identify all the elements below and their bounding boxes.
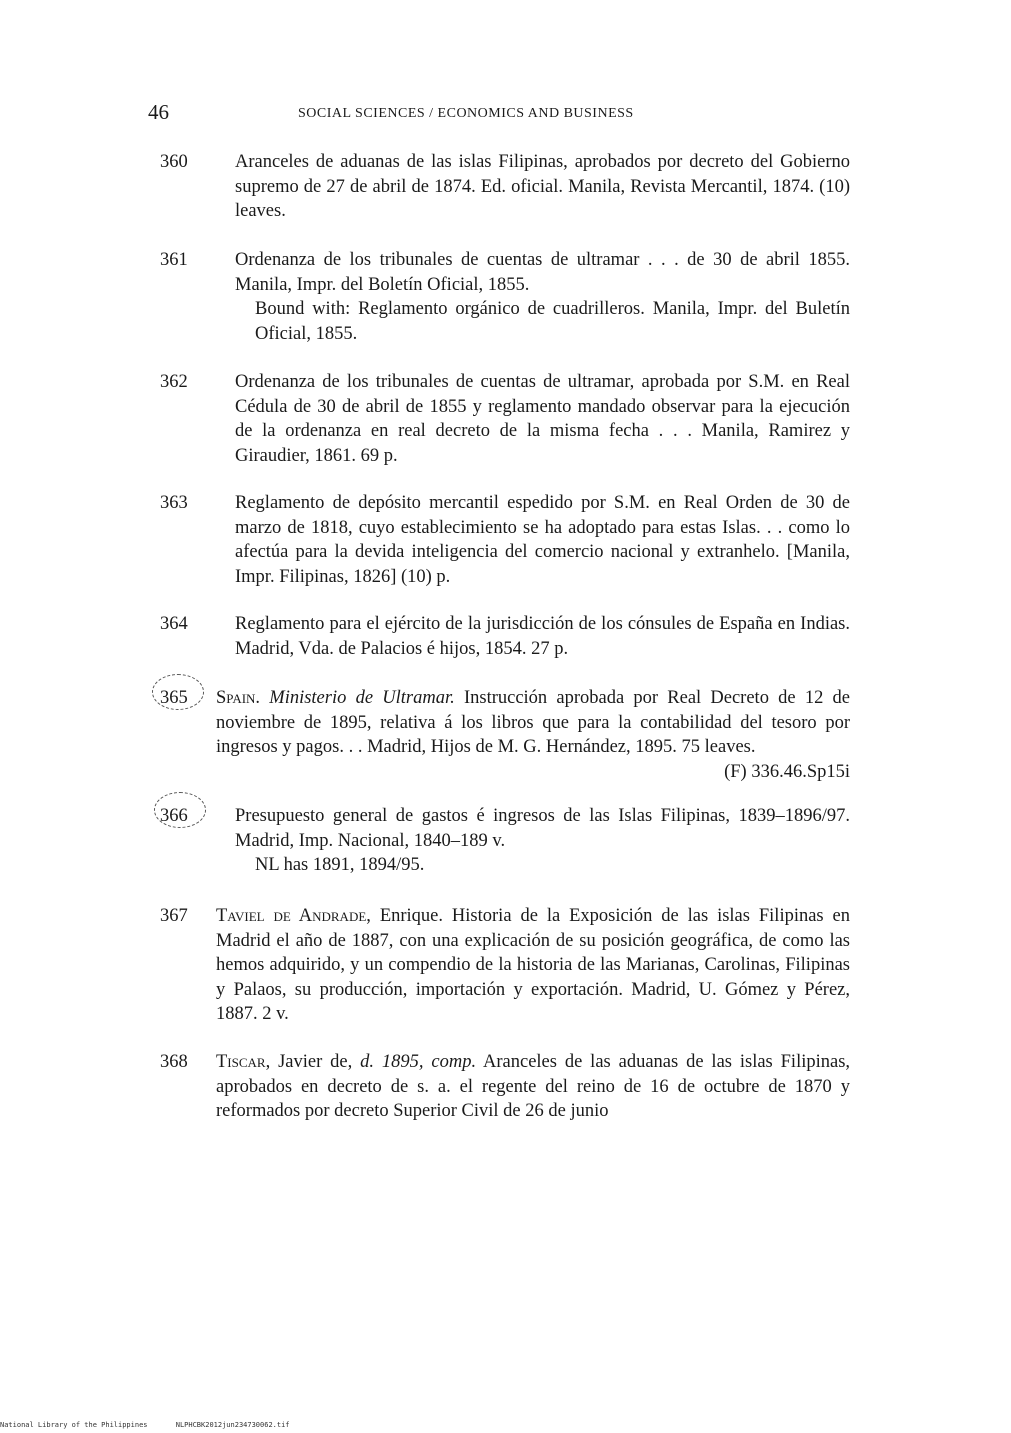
entry-363 <box>160 491 850 589</box>
entry-note: Bound with: Reglamento orgánico de cuadrilleros. Manila, Impr. del Buletín Oficial, 1855. <box>255 299 850 344</box>
entry-subject: Ministerio de Ultramar. <box>269 688 455 708</box>
entry-number: 362 <box>160 372 188 392</box>
entry-number: 364 <box>160 614 188 634</box>
footer-library: National Library of the Philippines <box>0 1421 148 1429</box>
entry-text: Ordenanza de los tribunales de cuentas de ultramar, aprobada por S.M. en Real Cédula de 30 de abril de 1855 y reglamento mandado observar para la ejecución de la ordenanza en real decreto de la misma fecha . . . Manila, Ramirez y Giraudier, 1861. 69 p. <box>235 372 850 466</box>
entry-number: 363 <box>160 493 188 513</box>
entry-author: Tiscar, <box>216 1052 271 1072</box>
entry-368 <box>160 1050 850 1124</box>
entry-text: Aranceles de las aduanas de las islas Filipinas, aprobados en decreto de s. a. el regente del reino de 16 de octubre de 1870 y reformados por decreto Superior Civil de 26 de junio <box>216 1052 851 1121</box>
footer-filename: NLPHCBK2012jun234730062.tif <box>175 1421 290 1429</box>
entry-366 <box>160 804 850 878</box>
entry-number: 368 <box>160 1052 188 1072</box>
entry-dates: d. 1895, comp. <box>360 1052 477 1072</box>
scan-footer <box>0 1421 290 1429</box>
entry-number: 365 <box>160 688 188 708</box>
entry-364 <box>160 612 850 661</box>
entry-author-forename: Javier de, <box>278 1052 353 1072</box>
entry-number: 361 <box>160 250 188 270</box>
call-number: (F) 336.46.Sp15i <box>724 761 850 782</box>
entry-number: 360 <box>160 152 188 172</box>
entry-text: Instrucción aprobada por Real Decreto de 12 de noviembre de 1895, relativa á los libros que para la contabilidad del tesoro por ingresos y pagos. . . Madrid, Hijos de M. G. Hernández, 1895. 75 leaves. <box>216 688 851 757</box>
entry-text: Enrique. Historia de la Exposición de las islas Filipinas en Madrid el año de 1887, con una explicación de su posición geográfica, de como las hemos adquirido, y un compendio de la historia de las Marianas, Carolinas, Filipinas y Palaos, su producción, importación y exportación. Madrid, U. Gómez y Pérez, 1887. 2 v. <box>216 906 851 1024</box>
entry-text: Reglamento para el ejército de la jurisdicción de los cónsules de España en Indias. Madrid, Vda. de Palacios é hijos, 1854. 27 p. <box>235 614 850 659</box>
entry-author: Taviel de Andrade, <box>216 906 371 926</box>
entry-number: 367 <box>160 906 188 926</box>
entry-361 <box>160 248 850 346</box>
entry-362 <box>160 370 850 468</box>
page-number: 46 <box>148 100 169 124</box>
entry-number: 366 <box>160 806 188 826</box>
entry-text: Reglamento de depósito mercantil espedido por S.M. en Real Orden de 30 de marzo de 1818, cuyo establecimiento se ha adoptado para estas Islas. . . como lo afectúa para la devida inteligencia del comercio nacional y extranhelo. [Manila, Impr. Filipinas, 1826] (10) p. <box>235 493 850 587</box>
entry-author: Spain. <box>216 688 261 708</box>
entry-365 <box>160 686 850 784</box>
entry-text: Presupuesto general de gastos é ingresos de las Islas Filipinas, 1839–1896/97. Madrid, Imp. Nacional, 1840–189 v. <box>235 806 850 851</box>
entry-note: NL has 1891, 1894/95. <box>255 855 425 875</box>
entry-text: Ordenanza de los tribunales de cuentas de ultramar . . . de 30 de abril 1855. Manila, Impr. del Boletín Oficial, 1855. <box>235 250 850 295</box>
entry-360 <box>160 150 850 224</box>
entry-text: Aranceles de aduanas de las islas Filipinas, aprobados por decreto del Gobierno supremo de 27 de abril de 1874. Ed. oficial. Manila, Revista Mercantil, 1874. (10) leaves. <box>235 152 850 221</box>
entry-367 <box>160 904 850 1027</box>
running-head: SOCIAL SCIENCES / ECONOMICS AND BUSINESS <box>298 106 634 121</box>
